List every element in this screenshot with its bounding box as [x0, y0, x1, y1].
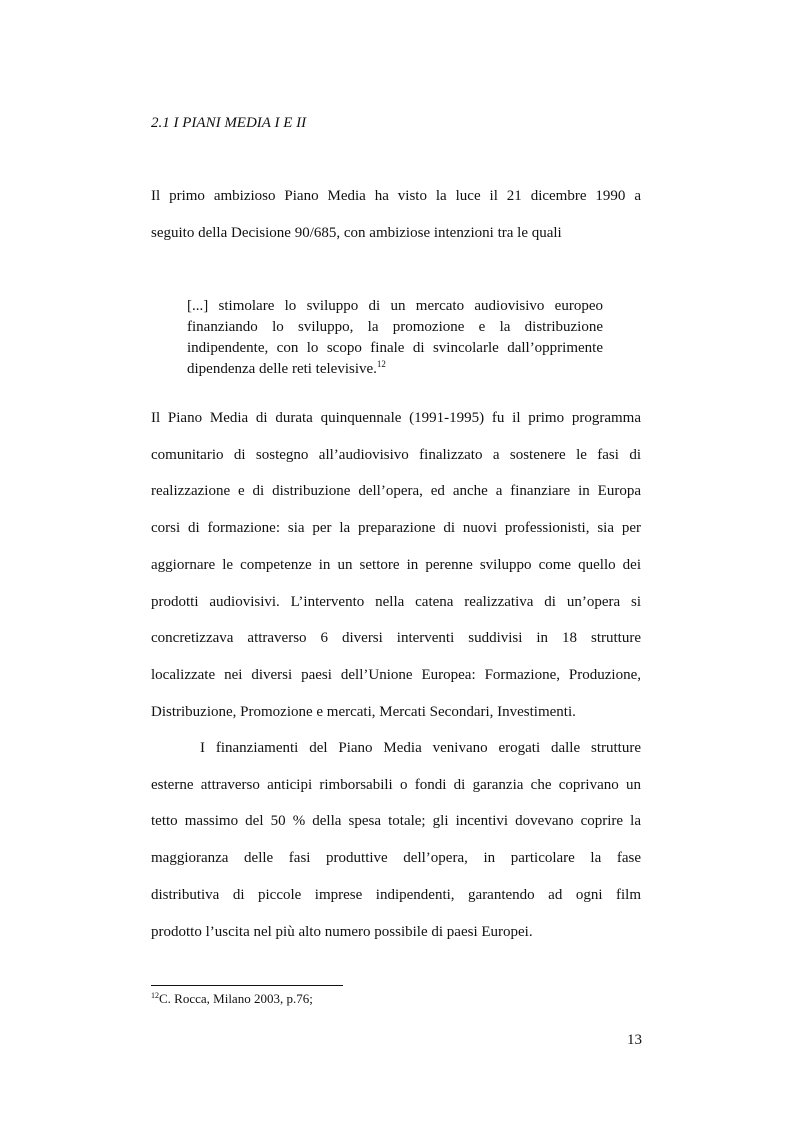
text-line: prodotti audiovisivi. L’intervento nella catena realizzativa di un’opera si [151, 593, 641, 610]
text-line: maggioranza delle fasi produttive dell’opera, in particolare la fase [151, 850, 641, 867]
text-line: prodotto l’uscita nel più alto numero possibile di paesi Europei. [151, 923, 533, 940]
text-line: realizzazione e di distribuzione dell’opera, ed anche a finanziare in Europa [151, 483, 641, 500]
quote-line: finanziando lo sviluppo, la promozione e la distribuzione [187, 319, 603, 335]
text-line: concretizzava attraverso 6 diversi interventi suddivisi in 18 strutture [151, 630, 641, 647]
body-paragraph-1 [151, 400, 641, 730]
section-heading: 2.1 I PIANI MEDIA I E II [151, 115, 307, 131]
footnote-text: C. Rocca, Milano 2003, p.76; [159, 991, 313, 1006]
intro-paragraph [151, 178, 641, 251]
footnote-number: 12 [151, 991, 159, 1000]
quote-line: [...] stimolare lo sviluppo di un mercato audiovisivo europeo [187, 298, 603, 314]
text-line: localizzate nei diversi paesi dell’Unione Europea: Formazione, Produzione, [151, 666, 641, 683]
block-quote [187, 296, 603, 380]
text-line: distributiva di piccole imprese indipendenti, garantendo ad ogni film [151, 886, 641, 903]
quote-line: indipendente, con lo scopo finale di svincolarle dall’opprimente [187, 340, 603, 356]
text-line: tetto massimo del 50 % della spesa totale; gli incentivi dovevano coprire la [151, 813, 641, 830]
quote-line-text: dipendenza delle reti televisive. [187, 361, 377, 377]
text-line: corsi di formazione: sia per la preparazione di nuovi professionisti, sia per [151, 520, 641, 537]
text-line: Il Piano Media di durata quinquennale (1991-1995) fu il primo programma [151, 410, 641, 426]
text-line: I finanziamenti del Piano Media venivano erogati dalle strutture [200, 740, 641, 756]
footnote-divider [151, 985, 343, 986]
body-paragraph-2 [151, 730, 641, 950]
text-line: Il primo ambizioso Piano Media ha visto la luce il 21 dicembre 1990 a [151, 188, 641, 204]
text-line: esterne attraverso anticipi rimborsabili o fondi di garanzia che coprivano un [151, 776, 641, 793]
page-number: 13 [627, 1032, 642, 1048]
footnote [151, 991, 313, 1007]
quote-line [187, 359, 603, 380]
footnote-reference: 12 [376, 359, 386, 369]
text-line: Distribuzione, Promozione e mercati, Mercati Secondari, Investimenti. [151, 703, 576, 720]
text-line: aggiornare le competenze in un settore in perenne sviluppo come quello dei [151, 556, 641, 573]
text-line: comunitario di sostegno all’audiovisivo finalizzato a sostenere le fasi di [151, 446, 641, 463]
text-line: seguito della Decisione 90/685, con ambiziose intenzioni tra le quali [151, 224, 562, 241]
